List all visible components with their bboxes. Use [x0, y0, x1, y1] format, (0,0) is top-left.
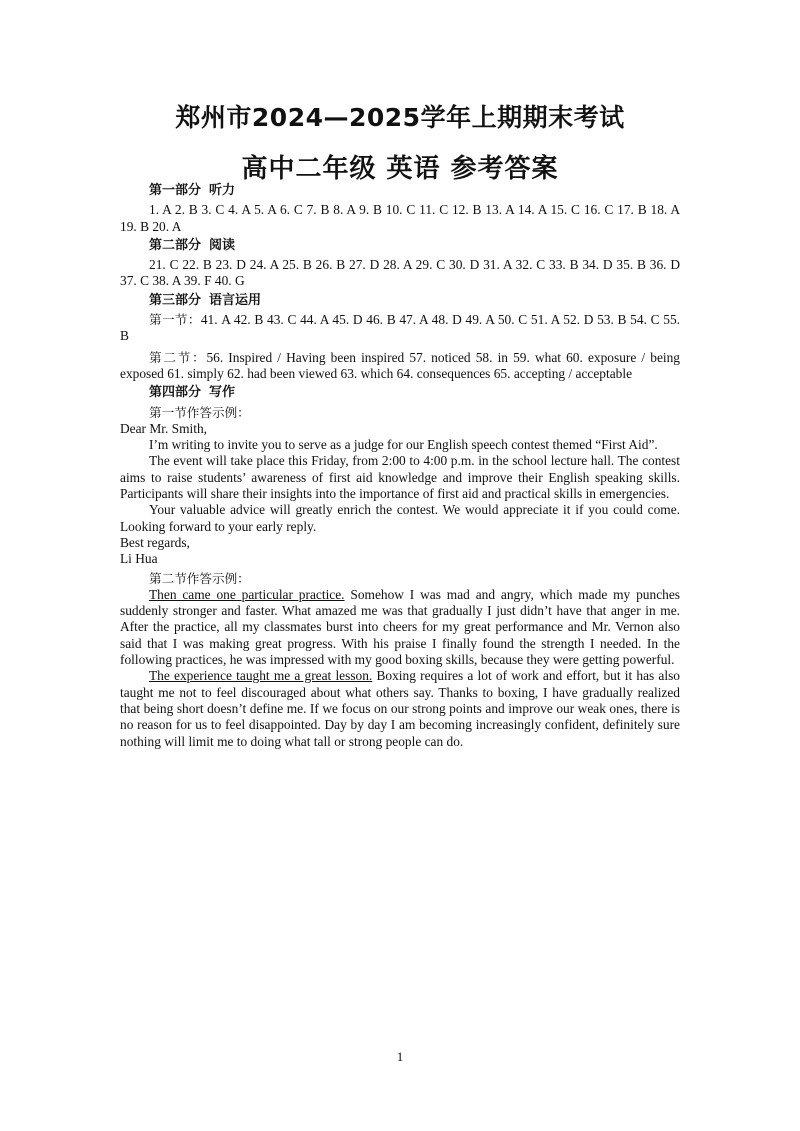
essay-paragraph-2	[120, 668, 680, 749]
part3-section1-answers: 41. A 42. B 43. C 44. A 45. D 46. B 47. A 48. D 49. A 50. C 51. A 52. D 53. B 54. C 55. B	[120, 312, 681, 344]
part3-heading-number: 第三部分	[149, 292, 202, 308]
part2-heading-number: 第二部分	[149, 237, 202, 253]
part4-heading	[120, 385, 680, 401]
essay-paragraph-1-body: Somehow I was mad and angry, which made my punches suddenly stronger and faster. What amazed me was that gradually I just didn’t have that anger in me. After the practice, all my classmates burst into cheers for my great performance and Mr. Vernon also said that I was making great progress. With his praise I finally found the strength I needed. In the following practices, he was impressed with my good boxing skills, because they were getting powerful.	[120, 586, 680, 668]
page-subtitle: 高中二年级 英语 参考答案	[241, 154, 559, 184]
letter-signature: Li Hua	[120, 551, 158, 567]
part4-heading-number: 第四部分	[149, 385, 202, 401]
part1-heading-name: 听力	[209, 183, 236, 198]
page-number: 1	[396, 1049, 404, 1064]
part3-heading	[120, 293, 680, 309]
letter-paragraph-1: I’m writing to invite you to serve as a judge for our English speech contest themed “First Aid”.	[149, 437, 658, 453]
page-title: 郑州市2024—2025学年上期期末考试	[175, 103, 625, 132]
letter-closing: Best regards,	[120, 534, 190, 550]
part3-section1	[120, 312, 680, 345]
essay-paragraph-2-lead: The experience taught me a great lesson.	[149, 668, 373, 684]
part2-heading	[120, 238, 680, 254]
part1-heading	[120, 183, 680, 199]
letter-paragraph-3: Your valuable advice will greatly enrich the contest. We would appreciate it if you could come. Looking forward to your early reply.	[120, 502, 680, 534]
part4-section1-label: 第一节作答示例：	[149, 404, 250, 420]
essay-paragraph-2-body: Boxing requires a lot of work and effort, but it has also taught me not to feel discouraged about what others say. Thanks to boxing, I have gradually realized that being short doesn’t define me. If we focus on our strong points and improve our weak ones, there is no reason for us to feel disappointed. Day by day I am becoming increasingly confident, definitely sure nothing will limit me to doing what tall or strong people can do.	[120, 668, 681, 749]
part1-answers: 1. A 2. B 3. C 4. A 5. A 6. C 7. B 8. A 9. B 10. C 11. C 12. B 13. A 14. A 15. C 16. C 17. B 18. A 19. B 20. A	[120, 202, 680, 234]
letter-paragraph-2: The event will take place this Friday, from 2:00 to 4:00 p.m. in the school lecture hall. The contest aims to raise students’ awareness of first aid knowledge and improve their English speaking skills. Participants will share their insights into the importance of first aid and practical skills in emergencies.	[120, 453, 680, 502]
part4-section2-label: 第二节作答示例：	[149, 570, 250, 586]
part3-heading-name: 语言运用	[209, 292, 262, 308]
part2-heading-name: 阅读	[209, 237, 236, 253]
essay-paragraph-1-lead: Then came one particular practice.	[149, 586, 345, 602]
part3-section1-label: 第一节：	[149, 312, 201, 328]
part2-answers: 21. C 22. B 23. D 24. A 25. B 26. B 27. D 28. A 29. C 30. D 31. A 32. C 33. B 34. D 35. B 36. D 37. C 38. A 39. F 40. G	[120, 257, 680, 289]
answer-content	[120, 180, 680, 750]
part3-section2	[120, 350, 680, 383]
essay-paragraph-1	[120, 587, 680, 668]
letter-greeting: Dear Mr. Smith,	[120, 420, 208, 436]
part3-section2-answers: 56. Inspired / Having been inspired 57. noticed 58. in 59. what 60. exposure / being exposed 61. simply 62. had been viewed 63. which 64. consequences 65. accepting / acceptable	[120, 349, 680, 381]
part1-heading-number: 第一部分	[149, 183, 202, 198]
part4-heading-name: 写作	[209, 385, 236, 401]
part3-section2-label: 第二节：	[149, 349, 207, 365]
